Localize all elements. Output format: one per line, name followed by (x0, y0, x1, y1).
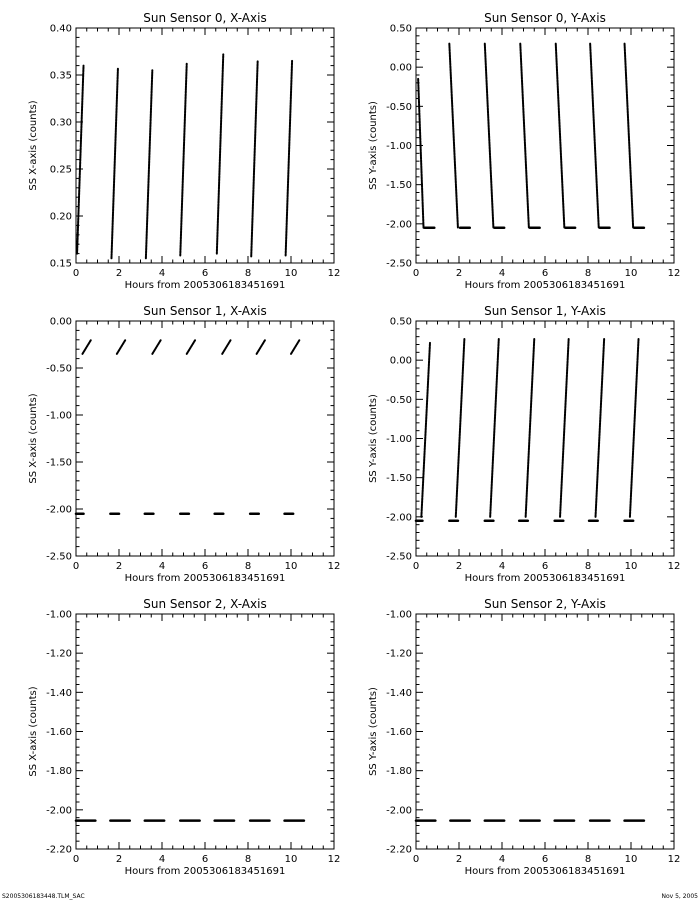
x-tick-label: 10 (284, 561, 298, 572)
y-axis-label: SS X-axis (counts) (28, 100, 39, 191)
data-trace (421, 343, 430, 517)
x-tick-label: 8 (244, 268, 252, 279)
y-tick-label: -1.50 (386, 180, 412, 192)
chart-panel-5 (368, 597, 680, 877)
chart-title: Sun Sensor 2, X-Axis (143, 597, 267, 611)
x-tick-label: 8 (584, 561, 592, 572)
y-tick-label: 0.30 (49, 117, 72, 129)
y-tick-label: -1.00 (46, 609, 72, 621)
x-axis-label: Hours from 2005306183451691 (464, 280, 626, 291)
x-tick-label: 2 (455, 854, 463, 865)
x-tick-label: 10 (284, 854, 298, 865)
y-tick-label: 0.50 (389, 23, 412, 35)
data-trace (286, 61, 292, 256)
data-trace (556, 44, 565, 228)
y-tick-label: 0.50 (389, 316, 412, 328)
y-tick-label: -1.20 (46, 648, 72, 660)
y-tick-label: -1.80 (46, 766, 72, 778)
y-axis-label: SS X-axis (counts) (28, 686, 39, 777)
x-tick-label: 8 (244, 854, 252, 865)
x-axis-label: Hours from 2005306183451691 (124, 573, 286, 584)
chart-title: Sun Sensor 2, Y-Axis (484, 597, 606, 611)
x-tick-label: 0 (72, 561, 80, 572)
x-tick-label: 0 (412, 854, 420, 865)
plot-frame (76, 614, 334, 849)
x-tick-label: 6 (201, 854, 209, 865)
x-tick-label: 8 (244, 561, 252, 572)
chart-title: Sun Sensor 1, X-Axis (143, 304, 267, 318)
chart-title: Sun Sensor 0, X-Axis (143, 11, 267, 25)
x-tick-label: 2 (455, 561, 463, 572)
x-tick-label: 6 (541, 854, 549, 865)
x-tick-label: 10 (624, 854, 638, 865)
y-tick-label: -2.50 (46, 551, 72, 563)
x-tick-label: 12 (667, 268, 681, 279)
plot-frame (416, 614, 674, 849)
data-trace (625, 44, 634, 228)
y-axis-label: SS Y-axis (counts) (368, 101, 379, 190)
x-axis-label: Hours from 2005306183451691 (124, 866, 286, 877)
y-tick-label: 0.40 (49, 23, 72, 35)
chart-panel-4 (28, 597, 340, 877)
panels (28, 11, 680, 877)
x-tick-label: 10 (624, 561, 638, 572)
y-axis-label: SS X-axis (counts) (28, 393, 39, 484)
y-tick-label: -2.00 (386, 219, 412, 231)
x-tick-label: 4 (158, 854, 166, 865)
x-tick-label: 6 (201, 561, 209, 572)
y-tick-label: -2.00 (46, 504, 72, 516)
chart-title: Sun Sensor 0, Y-Axis (484, 11, 606, 25)
data-trace (111, 68, 117, 258)
x-tick-label: 10 (624, 268, 638, 279)
y-tick-label: -2.20 (386, 844, 412, 856)
chart-panel-2 (28, 304, 340, 584)
data-trace (180, 64, 186, 256)
y-tick-label: -2.00 (386, 512, 412, 524)
data-trace (217, 54, 223, 253)
y-tick-label: -0.50 (386, 394, 412, 406)
y-tick-label: 0.35 (49, 70, 72, 82)
x-tick-label: 0 (72, 854, 80, 865)
x-tick-label: 4 (498, 561, 506, 572)
x-tick-label: 8 (584, 268, 592, 279)
chart-title: Sun Sensor 1, Y-Axis (484, 304, 606, 318)
data-trace (291, 340, 300, 354)
data-trace (257, 340, 266, 354)
y-tick-label: -1.00 (386, 141, 412, 152)
data-trace (187, 340, 196, 354)
x-tick-label: 0 (412, 561, 420, 572)
y-tick-label: 0.00 (389, 62, 412, 74)
x-tick-label: 12 (327, 854, 341, 865)
x-tick-label: 6 (201, 268, 209, 279)
x-tick-label: 6 (541, 561, 549, 572)
x-tick-label: 4 (498, 854, 506, 865)
y-tick-label: -1.00 (386, 609, 412, 621)
data-trace (117, 340, 126, 354)
x-tick-label: 2 (115, 268, 123, 279)
data-trace (526, 339, 535, 517)
data-trace (630, 339, 639, 517)
x-tick-label: 6 (541, 268, 549, 279)
x-tick-label: 12 (667, 854, 681, 865)
data-trace (222, 340, 231, 354)
data-trace (456, 339, 465, 517)
plot-frame (76, 321, 334, 556)
x-tick-label: 2 (455, 268, 463, 279)
x-tick-label: 4 (158, 268, 166, 279)
data-trace (560, 339, 569, 517)
y-tick-label: -0.50 (46, 363, 72, 375)
x-tick-label: 0 (72, 268, 80, 279)
x-tick-label: 12 (327, 561, 341, 572)
y-tick-label: 0.15 (49, 258, 72, 270)
y-tick-label: -2.00 (386, 805, 412, 817)
x-tick-label: 12 (667, 561, 681, 572)
data-trace (596, 339, 605, 517)
x-tick-label: 0 (412, 268, 420, 279)
y-axis-label: SS Y-axis (counts) (368, 394, 379, 483)
footer-right: Nov 5, 2005 (661, 893, 698, 900)
x-tick-label: 4 (498, 268, 506, 279)
x-tick-label: 2 (115, 561, 123, 572)
y-tick-label: -1.40 (46, 687, 72, 699)
y-tick-label: -1.50 (386, 473, 412, 485)
data-trace (449, 44, 458, 228)
data-trace (490, 339, 499, 517)
y-tick-label: -1.50 (46, 457, 72, 469)
data-trace (152, 340, 161, 354)
y-tick-label: -1.00 (386, 434, 412, 445)
y-tick-label: 0.20 (49, 211, 72, 223)
x-tick-label: 4 (158, 561, 166, 572)
x-tick-label: 2 (115, 854, 123, 865)
y-axis-label: SS Y-axis (counts) (368, 687, 379, 776)
data-trace (485, 44, 494, 228)
data-trace (520, 44, 529, 228)
data-trace (146, 70, 152, 258)
y-tick-label: -2.00 (46, 805, 72, 817)
data-trace (590, 44, 599, 228)
y-tick-label: -2.50 (386, 258, 412, 270)
y-tick-label: -1.40 (386, 687, 412, 699)
chart-panel-0 (28, 11, 340, 291)
y-tick-label: -1.80 (386, 766, 412, 778)
y-tick-label: -1.20 (386, 648, 412, 660)
x-axis-label: Hours from 2005306183451691 (464, 573, 626, 584)
y-tick-label: -1.00 (46, 410, 72, 422)
x-axis-label: Hours from 2005306183451691 (124, 280, 286, 291)
footer-left: S2005306183448.TLM_SAC (2, 893, 85, 900)
chart-panel-1 (368, 11, 680, 291)
y-tick-label: 0.00 (49, 316, 72, 328)
x-tick-label: 8 (584, 854, 592, 865)
x-tick-label: 12 (327, 268, 341, 279)
y-tick-label: -2.50 (386, 551, 412, 563)
y-tick-label: -1.60 (46, 727, 72, 738)
y-tick-label: -2.20 (46, 844, 72, 856)
x-axis-label: Hours from 2005306183451691 (464, 866, 626, 877)
data-trace (251, 61, 257, 257)
y-tick-label: -1.60 (386, 727, 412, 738)
data-trace (82, 340, 91, 354)
y-tick-label: 0.25 (49, 164, 72, 176)
y-tick-label: -0.50 (386, 101, 412, 113)
x-tick-label: 10 (284, 268, 298, 279)
chart-panel-3 (368, 304, 680, 584)
y-tick-label: 0.00 (389, 355, 412, 367)
